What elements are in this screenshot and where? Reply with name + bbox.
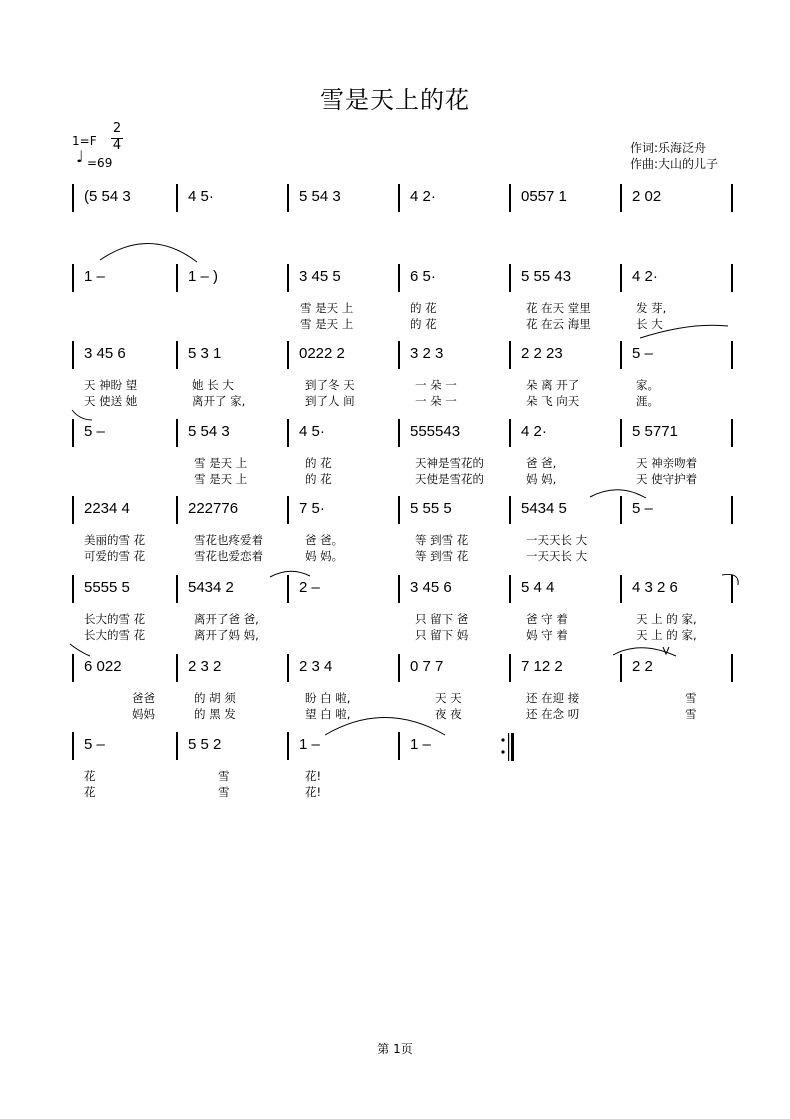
measure: 5434 5 [521, 500, 567, 517]
measure: 7 5· [299, 500, 325, 517]
lyric-verse-2: 天 上 的 家, [636, 628, 697, 642]
lyric-verse-2: 一 朵 一 [415, 394, 457, 408]
lyric-verse-1: 离开了爸 爸, [194, 612, 259, 626]
lyric-verse-1: 爸 爸。 [305, 533, 344, 547]
slur [100, 243, 197, 262]
lyric-verse-2: 长 大 [636, 317, 663, 331]
measure: 5 – [632, 500, 653, 517]
lyric-verse-1: 天 神亲吻着 [636, 456, 698, 470]
lyric-verse-1: 花 [84, 769, 96, 783]
lyric-verse-1: 长大的雪 花 [84, 612, 146, 626]
lyric-verse-1: 她 长 大 [192, 378, 234, 392]
lyric-verse-2: 等 到雪 花 [415, 549, 469, 563]
slur [640, 325, 728, 338]
measure: 5 – [632, 345, 653, 362]
lyric-verse-1: 雪 [685, 691, 697, 705]
slur [325, 718, 445, 736]
measure: 222776 [188, 500, 239, 517]
measure: 1 – [299, 736, 320, 753]
lyric-verse-1: 发 芽, [636, 301, 667, 315]
measure: 3 45 6 [410, 579, 452, 596]
lyric-verse-2: 的 花 [410, 317, 437, 331]
measure: 4 5· [188, 188, 214, 205]
lyric-verse-2: 到了人 间 [305, 394, 355, 408]
measure: 3 2 3 [410, 345, 444, 362]
lyricist-credit: 作词:乐海泛舟 [630, 141, 707, 155]
lyric-verse-1: 天 神盼 望 [84, 378, 138, 392]
measure: 1 – [410, 736, 431, 753]
measure: 2 3 2 [188, 658, 222, 675]
slur [722, 574, 738, 585]
lyric-verse-1: 的 花 [410, 301, 437, 315]
measure: 5 54 3 [188, 423, 230, 440]
slur [70, 644, 90, 656]
measure: 0 7 7 [410, 658, 444, 675]
measure: 5 3 1 [188, 345, 222, 362]
slur [72, 410, 92, 420]
measure: 7 12 2 [521, 658, 563, 675]
measure: 5 5771 [632, 423, 678, 440]
lyric-verse-2: 离开了 家, [192, 394, 246, 408]
lyric-verse-2: 花! [305, 785, 322, 799]
lyric-verse-1: 还 在迎 接 [526, 691, 580, 705]
repeat-dot [501, 738, 504, 741]
composer-credit: 作曲:大山的儿子 [630, 157, 719, 171]
lyric-verse-2: 妈 妈。 [305, 549, 344, 563]
lyric-verse-2: 花 在云 海里 [526, 317, 591, 331]
song-title: 雪是天上的花 [320, 86, 470, 114]
lyric-verse-2: 只 留下 妈 [415, 628, 469, 642]
lyric-verse-2: 一天天长 大 [526, 549, 588, 563]
measure: 2 2 23 [521, 345, 563, 362]
lyric-verse-2: 天 使送 她 [84, 394, 138, 408]
lyric-verse-1: 到了冬 天 [305, 378, 355, 392]
lyric-verse-2: 雪花也爱恋着 [194, 549, 263, 563]
measure: 4 2· [632, 268, 658, 285]
lyric-verse-2: 离开了妈 妈, [194, 628, 259, 642]
lyric-verse-1: 爸 守 着 [526, 612, 568, 626]
lyric-verse-1: 等 到雪 花 [415, 533, 469, 547]
lyric-verse-1: 爸爸 [132, 691, 155, 705]
measure: 1 – [84, 268, 105, 285]
measure: 2 02 [632, 188, 662, 205]
measure: 5555 5 [84, 579, 130, 596]
measure: 2234 4 [84, 500, 130, 517]
measure: 5 – [84, 736, 105, 753]
lyric-verse-2: 天 使守护着 [636, 472, 698, 486]
repeat-dot [501, 750, 504, 753]
measure: 2 – [299, 579, 320, 596]
measure: 4 5· [299, 423, 325, 440]
measure: 5 4 4 [521, 579, 555, 596]
measure: 4 3 2 6 [632, 579, 678, 596]
lyric-verse-2: 妈 妈, [526, 472, 557, 486]
tempo-marking: =69 [87, 156, 113, 170]
measure: 0222 2 [299, 345, 345, 362]
measure: 555543 [410, 423, 461, 440]
measure: 5 54 3 [299, 188, 341, 205]
measure: 4 2· [410, 188, 436, 205]
lyric-verse-1: 雪 是天 上 [300, 301, 354, 315]
measure: 2 3 4 [299, 658, 333, 675]
repeat-thin-barline [508, 733, 509, 761]
lyric-verse-1: 一天天长 大 [526, 533, 588, 547]
measure: 5434 2 [188, 579, 234, 596]
lyric-verse-1: 爸 爸, [526, 456, 557, 470]
page-number: 第 1页 [377, 1042, 413, 1056]
lyric-verse-2: 天使是雪花的 [415, 472, 484, 486]
lyric-verse-1: 美丽的雪 花 [84, 533, 146, 547]
measure: 5 55 5 [410, 500, 452, 517]
lyric-verse-2: 花 [84, 785, 96, 799]
lyric-verse-2: 雪 [218, 785, 230, 799]
lyric-verse-2: 还 在念 叨 [526, 707, 580, 721]
lyric-verse-2: 朵 飞 向天 [526, 394, 580, 408]
measure: 1 – ) [188, 268, 219, 285]
key-signature: 1=F [72, 134, 97, 148]
lyric-verse-1: 天 天 [435, 691, 462, 705]
measure: 2 2 [632, 658, 653, 675]
lyric-verse-2: 的 黑 发 [194, 707, 236, 721]
lyric-verse-2: 妈 守 着 [526, 628, 568, 642]
lyric-verse-2: 妈妈 [132, 707, 155, 721]
lyric-verse-2: 的 花 [305, 472, 332, 486]
measure: 3 45 5 [299, 268, 341, 285]
lyric-verse-1: 家。 [636, 378, 659, 392]
time-signature-top: 2 [112, 121, 122, 136]
lyric-verse-1: 雪 [218, 769, 230, 783]
repeat-thick-barline [511, 733, 514, 761]
measure: 5 – [84, 423, 105, 440]
lyric-verse-1: 花! [305, 769, 322, 783]
lyric-verse-2: 雪 是天 上 [194, 472, 248, 486]
slur [590, 490, 646, 498]
lyric-verse-2: 雪 是天 上 [300, 317, 354, 331]
lyric-verse-1: 的 胡 须 [194, 691, 236, 705]
lyric-verse-2: 可爱的雪 花 [84, 549, 146, 563]
lyric-verse-1: 只 留下 爸 [415, 612, 469, 626]
measure: 5 5 2 [188, 736, 222, 753]
lyric-verse-1: 天神是雪花的 [415, 456, 484, 470]
measure: 5 55 43 [521, 268, 572, 285]
lyric-verse-2: 涯。 [636, 394, 659, 408]
slur [270, 571, 310, 577]
measure: 4 2· [521, 423, 547, 440]
lyric-verse-1: 雪 是天 上 [194, 456, 248, 470]
lyric-verse-2: 雪 [685, 707, 697, 721]
lyric-verse-1: 一 朵 一 [415, 378, 457, 392]
quarter-note-icon: ♩ [76, 147, 84, 166]
measure: 0557 1 [521, 188, 567, 205]
lyric-verse-1: 花 在天 堂里 [526, 301, 591, 315]
measure: (5 54 3 [84, 188, 131, 205]
measure: 3 45 6 [84, 345, 126, 362]
measure: 6 5· [410, 268, 436, 285]
lyric-verse-2: 夜 夜 [435, 707, 462, 721]
lyric-verse-1: 朵 离 开了 [526, 378, 580, 392]
lyric-verse-1: 雪花也疼爱着 [194, 533, 263, 547]
lyric-verse-1: 天 上 的 家, [636, 612, 697, 626]
lyric-verse-1: 的 花 [305, 456, 332, 470]
time-signature-bottom: 4 [112, 138, 122, 153]
lyric-verse-2: 长大的雪 花 [84, 628, 146, 642]
lyric-verse-2: 望 白 啦, [305, 707, 351, 721]
lyric-verse-1: 盼 白 啦, [305, 691, 351, 705]
measure: 6 022 [84, 658, 122, 675]
